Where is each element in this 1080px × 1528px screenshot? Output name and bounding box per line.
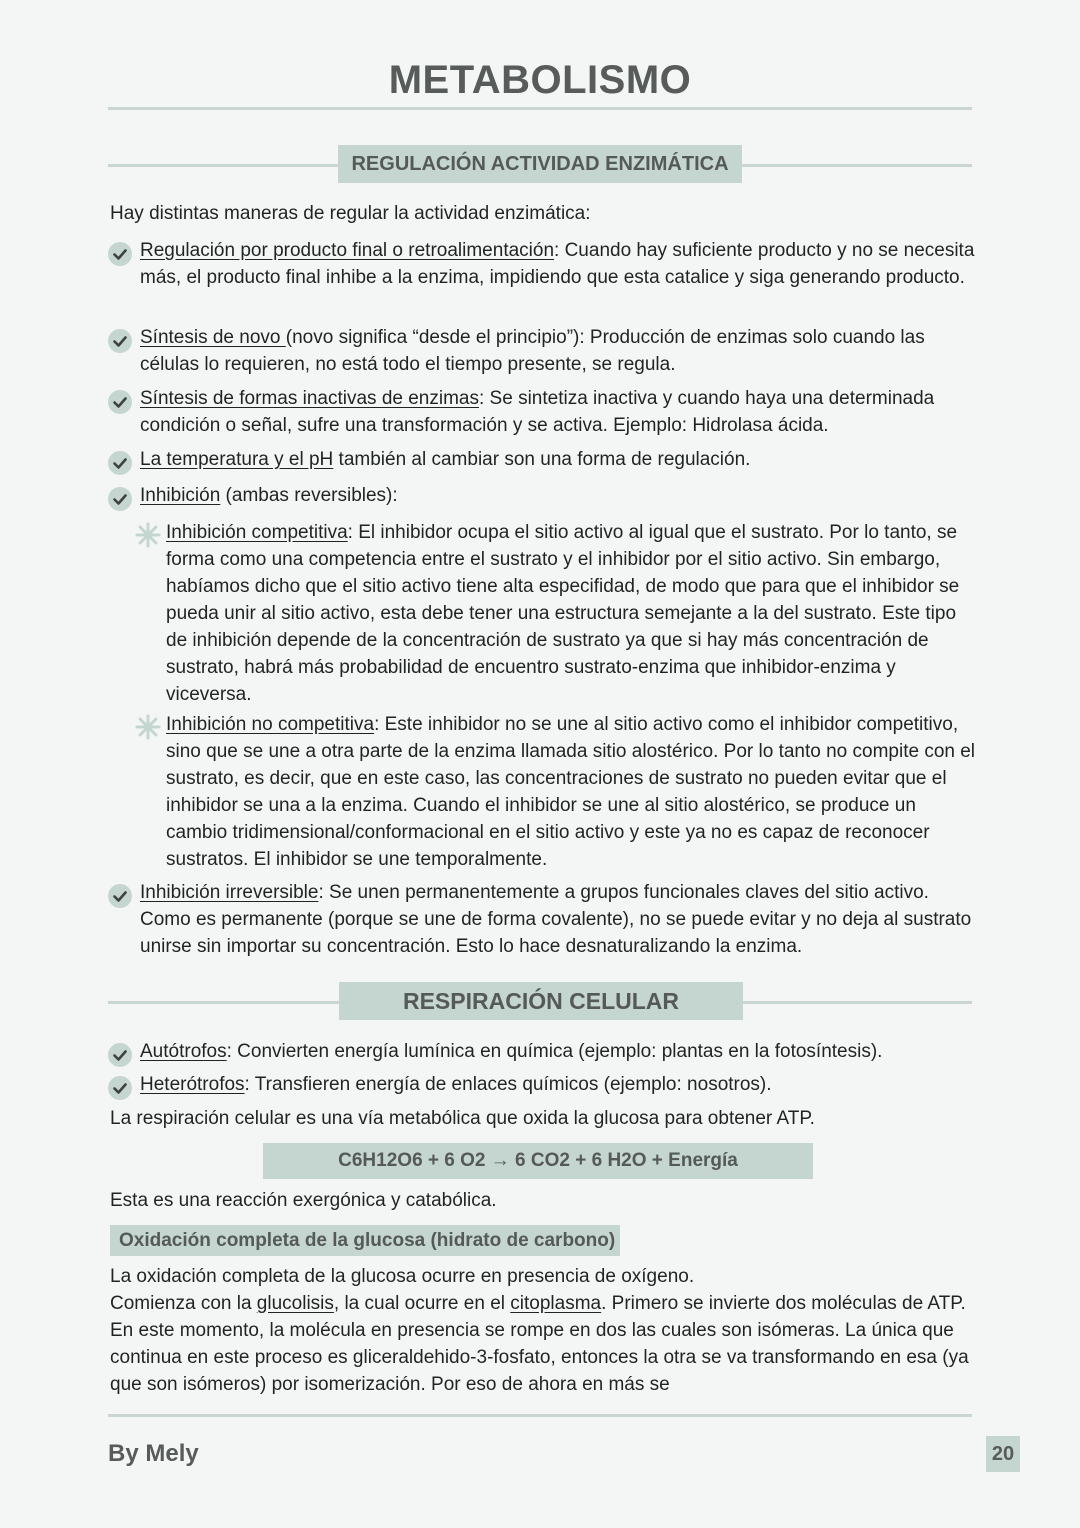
item-term: Autótrofos (140, 1041, 227, 1062)
section-rule-right (742, 1001, 972, 1004)
subitem-term: Inhibición competitiva (166, 522, 348, 543)
section-rule-left (108, 1001, 340, 1004)
subitem-term: Inhibición no competitiva (166, 714, 375, 735)
list-item (140, 1038, 975, 1065)
sub-list-item (166, 519, 971, 708)
section-heading-regulacion: REGULACIÓN ACTIVIDAD ENZIMÁTICA (338, 145, 742, 183)
footer-author: By Mely (108, 1440, 199, 1467)
check-circle-icon (108, 451, 132, 475)
footer-rule (108, 1414, 972, 1417)
term-glucolisis: glucolisis (256, 1293, 334, 1314)
oxidation-paragraph: La oxidación completa de la glucosa ocurre en presencia de oxígeno. (110, 1266, 695, 1287)
item-term: Inhibición irreversible (140, 882, 319, 903)
list-item (140, 446, 975, 473)
check-circle-icon (108, 390, 132, 414)
check-circle-icon (108, 487, 132, 511)
item-text: : Cuando hay suficiente producto y no se necesita más, el producto final inhibe a la enzima, impidiendo que esta catalice y siga generando producto. (140, 240, 975, 288)
text-run: . Primero se invierte dos moléculas de ATP. En este momento, la molécula en presencia se rompe en dos las cuales son isómeras. La única que continua en este proceso es gliceraldehido-3-fosfato, entonces la otra se va transformando en esa (ya que son isómeros) por isomerización. Por eso de ahora en más se (110, 1293, 969, 1395)
section-heading-respiracion: RESPIRACIÓN CELULAR (339, 982, 743, 1020)
section-rule-right (740, 164, 972, 167)
term-citoplasma: citoplasma (510, 1293, 602, 1314)
item-term: Síntesis de formas inactivas de enzimas (140, 388, 479, 409)
subsection-heading: Oxidación completa de la glucosa (hidrato de carbono) (110, 1225, 620, 1256)
sub-list-item (166, 711, 976, 873)
item-text: también al cambiar son una forma de regulación. (333, 449, 751, 470)
check-circle-icon (108, 1043, 132, 1067)
item-text: : Se unen permanentemente a grupos funcionales claves del sitio activo. Como es permanente (porque se une de forma covalente), no se puede evitar y no deja al sustrato unirse sin importar su concentración. Esto lo hace desnaturalizando la enzima. (140, 882, 972, 957)
item-term: Heterótrofos (140, 1074, 245, 1095)
section-rule-left (108, 164, 340, 167)
item-text: : Se sintetiza inactiva y cuando haya una determinada condición o señal, sufre una transformación y se activa. Ejemplo: Hidrolasa ácida. (140, 388, 935, 436)
list-item (140, 237, 975, 291)
list-item (140, 879, 980, 960)
item-text: (novo significa “desde el principio”): Producción de enzimas solo cuando las células lo requieren, no está todo el tiempo presente, se regula. (140, 327, 925, 375)
item-term: Regulación por producto final o retroalimentación (140, 240, 555, 261)
glucolisis-paragraph (110, 1290, 970, 1398)
list-item (140, 1071, 975, 1098)
title-underline (108, 107, 972, 110)
check-circle-icon (108, 329, 132, 353)
reaction-type-paragraph: Esta es una reacción exergónica y catabólica. (110, 1190, 497, 1211)
intro-paragraph: Hay distintas maneras de regular la actividad enzimática: (110, 203, 591, 224)
asterisk-flower-icon (135, 522, 161, 548)
item-text: (ambas reversibles): (220, 485, 398, 506)
list-item (140, 482, 975, 509)
item-term: Inhibición (140, 485, 221, 506)
respiracion-paragraph: La respiración celular es una vía metabólica que oxida la glucosa para obtener ATP. (110, 1108, 815, 1129)
asterisk-flower-icon (135, 714, 161, 740)
check-circle-icon (108, 242, 132, 266)
item-term: La temperatura y el pH (140, 449, 334, 470)
subitem-text: : Este inhibidor no se une al sitio activo como el inhibidor competitivo, sino que se une a otra parte de la enzima llamada sitio alostérico. Por lo tanto no compite con el sustrato, es decir, que en este caso, las concentraciones de sustrato no pueden evitar que el inhibidor se una a la enzima. Cuando el inhibidor se une al sitio alostérico, se produce un cambio tridimensional/conformacional en el sitio activo y este ya no es capaz de reconocer sustratos. El inhibidor se une temporalmente. (166, 714, 976, 870)
text-run: Comienza con la (110, 1293, 257, 1314)
check-circle-icon (108, 1076, 132, 1100)
item-term: Síntesis de novo (140, 327, 286, 348)
item-text: : Transfieren energía de enlaces químicos (ejemplo: nosotros). (244, 1074, 772, 1095)
page-number: 20 (986, 1436, 1020, 1472)
subitem-text: : El inhibidor ocupa el sitio activo al igual que el sustrato. Por lo tanto, se forma como una competencia entre el sustrato y el inhibidor por el sitio activo. Sin embargo, habíamos dicho que el sitio activo tiene alta especifidad, de modo que para que el inhibidor se pueda unir al sitio activo, esta debe tener una estructura semejante a la del sustrato. Este tipo de inhibición depende de la concentración de sustrato ya que si hay más concentración de sustrato, habrá más probabilidad de encuentro sustrato-enzima que inhibidor-enzima y viceversa. (166, 522, 960, 705)
page-title: METABOLISMO (388, 58, 692, 102)
text-run: , la cual ocurre en el (333, 1293, 511, 1314)
list-item (140, 385, 975, 439)
item-text: : Convierten energía lumínica en química (ejemplo: plantas en la fotosíntesis). (226, 1041, 883, 1062)
list-item (140, 324, 975, 378)
chemical-equation: C6H12O6 + 6 O2 → 6 CO2 + 6 H2O + Energía (263, 1143, 813, 1179)
check-circle-icon (108, 884, 132, 908)
